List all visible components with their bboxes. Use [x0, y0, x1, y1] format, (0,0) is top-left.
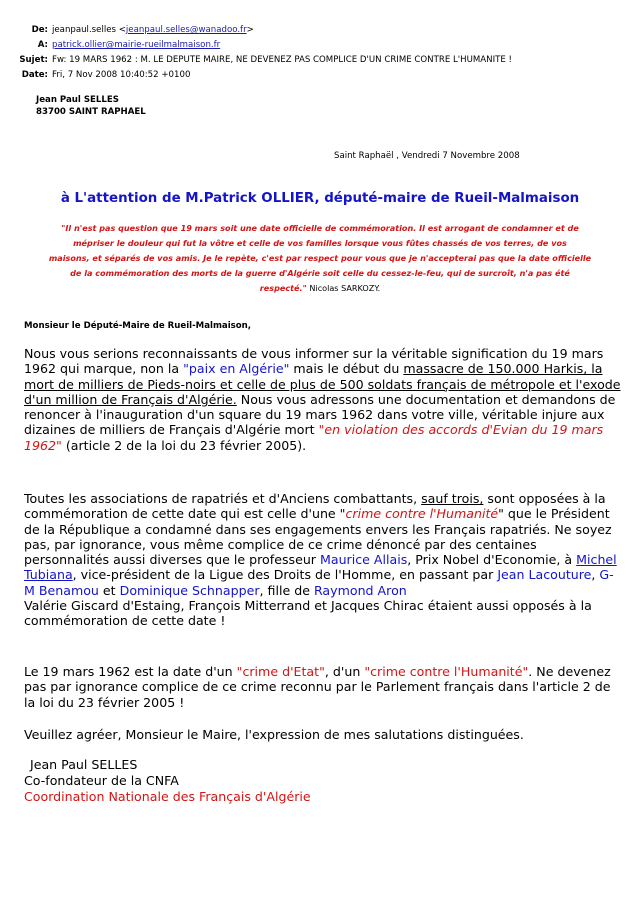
from-row: De: jeanpaul.selles <jeanpaul.selles@wanadoo.fr>	[0, 24, 640, 37]
paragraph-2: Toutes les associations de rapatriés et d'Anciens combattants, sauf trois, sont opposées à la commémoration de cette date qui est celle d'une "crime contre l'Humanité" que le Président de la République a condamné dans ses engagements envers les Français rapatriés. Ne soyez pas, par ignorance, vous même complice de ce crime dénoncé par des centaines personnalités aussi diverses que le professeur Maurice Allais, Prix Nobel d'Economie, à Michel Tubiana, vice-président de la Ligue des Droits de l'Homme, en passant par Jean Lacouture, G-M Benamou et Dominique Schnapper, fille de Raymond Aron Valérie Giscard d'Estaing, François Mitterrand et Jacques Chirac étaient aussi opposés à la commémoration de cette date !	[24, 491, 617, 629]
sender-name: Jean Paul SELLES	[36, 95, 119, 105]
subject-text: Fw: 19 MARS 1962 : M. LE DEPUTE MAIRE, NE DEVENEZ PAS COMPLICE D'UN CRIME CONTRE L'HUMANITE !	[52, 55, 512, 65]
to-email-link[interactable]: patrick.ollier@mairie-rueilmalmaison.fr	[52, 40, 221, 50]
quote-line: respecté."	[259, 283, 307, 293]
subject-label: Sujet:	[19, 55, 48, 65]
letter-date: Saint Raphaël , Vendredi 7 Novembre 2008	[334, 151, 520, 161]
quote-line: "Il n'est pas question que 19 mars soit une date officielle de commémoration. Il est arrogant de condamner et de	[61, 223, 579, 233]
paragraph-1: Nous vous serions reconnaissants de vous informer sur la véritable signification du 19 mars 1962 qui marque, non la "paix en Algérie" mais le début du massacre de 150.000 Harkis, la mort de milliers de Pieds-noirs et celle de plus de 500 soldats français de métropole et l'exode d'un million de Français d'Algérie. Nous vous adressons une documentation et demandons de renoncer à l'inauguration d'un square du 19 mars 1962 dans votre ville, véritable injure aux dizaines de milliers de Français d'Algérie mort "en violation des accords d'Evian du 19 mars 1962" (article 2 de la loi du 23 février 2005).	[24, 346, 621, 453]
to-label: A:	[37, 40, 48, 50]
subject-row	[0, 54, 640, 67]
date-label: Date:	[21, 70, 48, 80]
date-row	[0, 69, 640, 82]
sarkozy-quote	[20, 221, 620, 296]
quote-author: Nicolas SARKOZY.	[306, 283, 381, 293]
link-maurice-allais[interactable]: Maurice Allais	[319, 552, 408, 568]
paragraph-3: Le 19 mars 1962 est la date d'un "crime d'Etat", d'un "crime contre l'Humanité". Ne devenez pas par ignorance complice de ce crime reconnu par le Parlement français dans l'article 2 de la loi du 23 février 2005 !	[24, 664, 611, 710]
signature-role: Co-fondateur de la CNFA	[24, 773, 179, 788]
closing-line: Veuillez agréer, Monsieur le Maire, l'expression de mes salutations distinguées.	[24, 727, 524, 742]
sender-city: 83700 SAINT RAPHAEL	[36, 107, 146, 117]
to-row	[0, 39, 640, 52]
link-gm-benamou[interactable]: G-M Benamou	[24, 567, 614, 598]
sender-block	[36, 94, 146, 118]
signature-block	[24, 757, 311, 805]
signature-name: Jean Paul SELLES	[30, 757, 138, 772]
from-name: jeanpaul.selles <	[52, 25, 126, 35]
quote-line: maisons, et séparés de vos amis. Je le repète, c'est par respect pour vous que je n'accepterai pas que la date officielle	[48, 253, 592, 263]
quote-line: de la commémoration des morts de la guerre d'Algérie soit celle du cessez-le-feu, qui de surcroît, n'a pas été	[70, 268, 570, 278]
signature-org: Coordination Nationale des Français d'Algérie	[24, 789, 311, 804]
link-dominique-schnapper[interactable]: Dominique Schnapper	[119, 582, 260, 598]
letter-title: à L'attention de M.Patrick OLLIER, député-maire de Rueil-Malmaison	[60, 191, 580, 206]
link-michel-tubiana[interactable]: Michel Tubiana	[24, 552, 617, 583]
link-raymond-aron[interactable]: Raymond Aron	[313, 582, 407, 598]
from-email-link[interactable]: jeanpaul.selles@wanadoo.fr	[125, 25, 247, 35]
link-jean-lacouture[interactable]: Jean Lacouture	[497, 567, 592, 583]
quote-line: mépriser le douleur qui fut la vôtre et celle de vos familles lorsque vous fûtes chassés de vos terres, de vos	[73, 238, 567, 248]
date-text: Fri, 7 Nov 2008 10:40:52 +0100	[52, 70, 191, 80]
from-label: De:	[31, 25, 48, 35]
salutation: Monsieur le Député-Maire de Rueil-Malmaison,	[24, 321, 252, 331]
